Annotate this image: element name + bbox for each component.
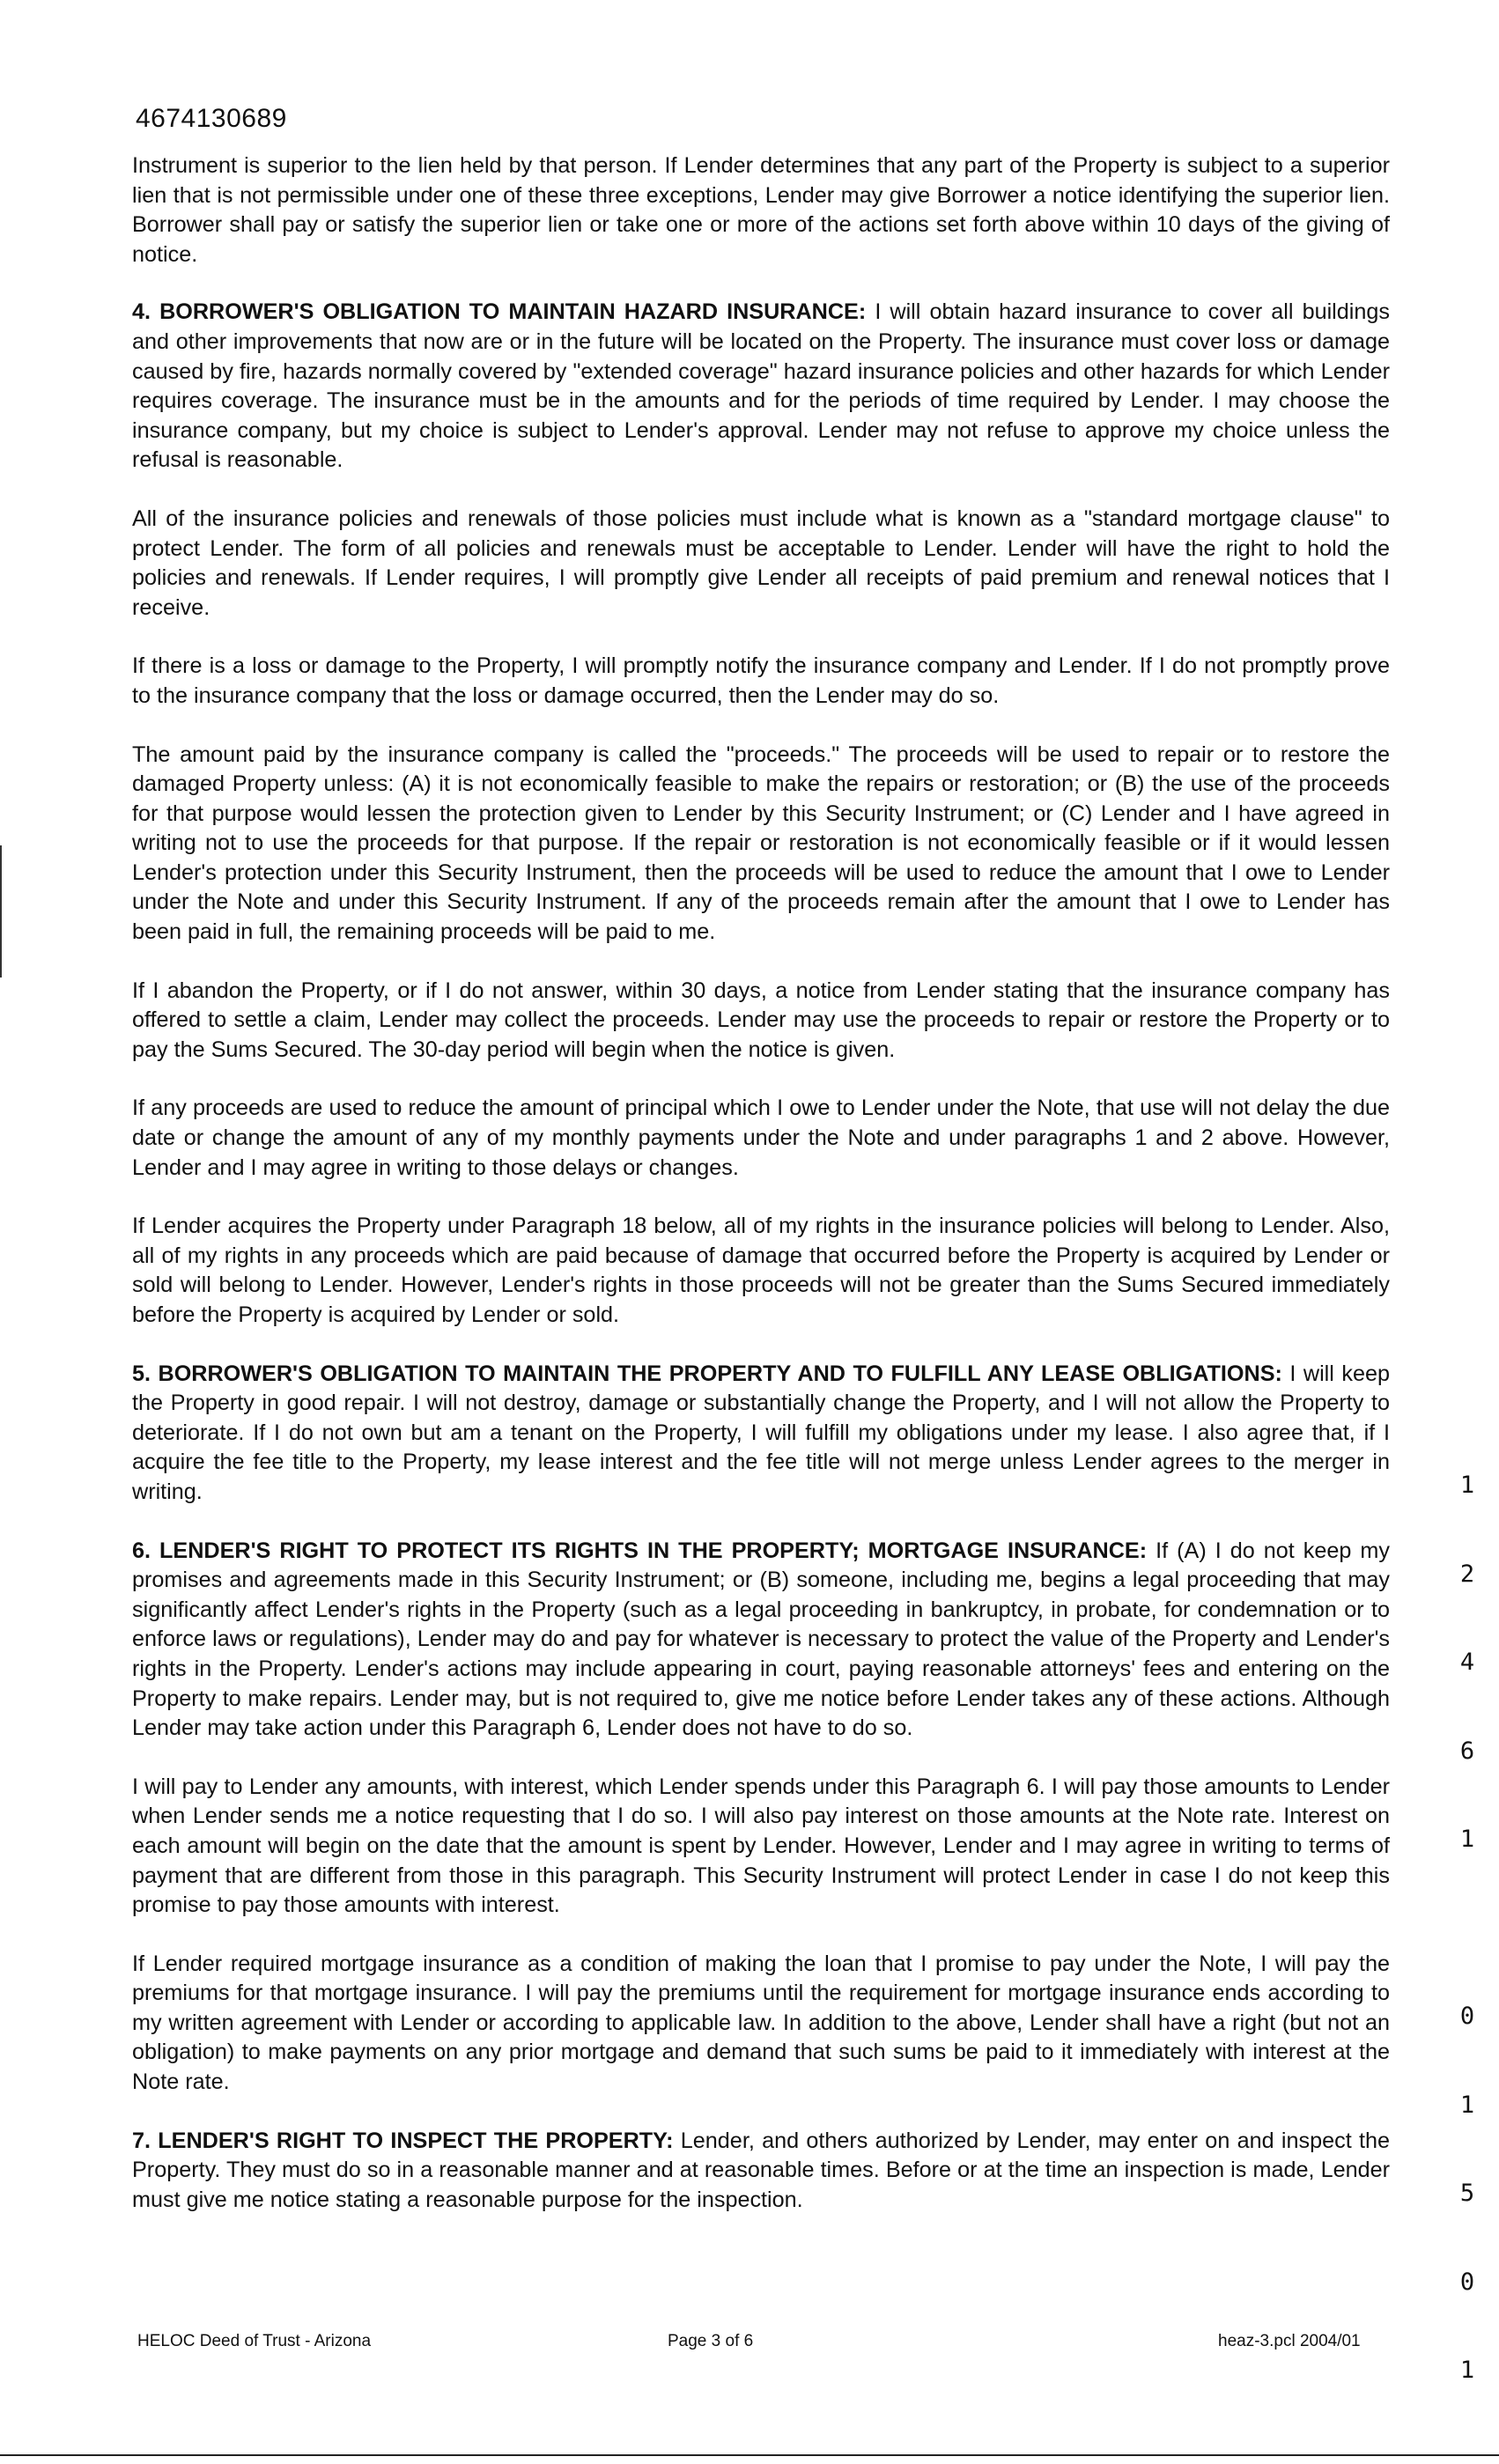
bottom-rule bbox=[0, 2454, 1499, 2456]
paragraph-text: If Lender required mortgage insurance as a condition of making the loan that I promise to pay under the Note, I will pay the premiums for that mortgage insurance. I will pay the premiums until the requirement for mortgage insurance ends according to my written agreement with Lender or according to applicable law. In addition to the above, Lender shall have a right (but not an obligation) to make payments on any prior mortgage and demand that such sums be paid to it immediately with interest at the Note rate. bbox=[132, 1951, 1390, 2095]
stamp-digit: 1 bbox=[1459, 2091, 1475, 2119]
paragraph-text: If (A) I do not keep my promises and agreements made in this Security Instrument; or (B) someone, including me, begins a legal proceeding that may significantly affect Lender's rights in the Property (such as a legal proceeding in bankruptcy, in probate, for condemnation or to enforce laws or regulations), Lender may do and pay for whatever is necessary to protect the value of the Property and Lender's rights in the Property. Lender's actions may include appearing in court, paying reasonable attorneys' fees and entering on the Property to make repairs. Lender may, but is not required to, give me notice before Lender takes any of these actions. Although Lender may take action under this Paragraph 6, Lender does not have to do so. bbox=[132, 1538, 1390, 1741]
paragraph-text: I will pay to Lender any amounts, with interest, which Lender spends under this Paragraph 6. I will pay those amounts to Lender when Lender sends me a notice requesting that I do so. I will also pay interest on those amounts at the Note rate. Interest on each amount will begin on the date that the amount is spent by Lender. However, Lender and I may agree in writing to terms of payment that are different from those in this paragraph. This Security Instrument will protect Lender in case I do not keep this promise to pay those amounts with interest. bbox=[132, 1774, 1390, 1918]
stamp-digit: 5 bbox=[1459, 2180, 1475, 2207]
paragraph-text: If there is a loss or damage to the Property, I will promptly notify the insurance company and Lender. If I do not promptly prove to the insurance company that the loss or damage occurred, then the Lender may do so. bbox=[132, 653, 1390, 708]
paragraph-text: The amount paid by the insurance company is called the "proceeds." The proceeds will be used to repair or to restore the damaged Property unless: (A) it is not economically feasible to make the repairs or restoration; or (B) the use of the proceeds for that purpose would lessen the protection given to Lender by this Security Instrument; or (C) Lender and I have agreed in writing not to use the proceeds for that purpose. If the repair or restoration is not economically feasible or if it would lessen Lender's protection under this Security Instrument, then the proceeds will be used to reduce the amount that I owe to Lender under the Note and under this Security Instrument. If any of the proceeds remain after the amount that I owe to Lender has been paid in full, the remaining proceeds will be paid to me. bbox=[132, 741, 1390, 945]
paragraph-text: All of the insurance policies and renewals of those policies must include what is known as a "standard mortgage clause" to protect Lender. The form of all policies and renewals must be acceptable to Lender. Lender will have the right to hold the policies and renewals. If Lender requires, I will promptly give Lender all receipts of paid premium and renewal notices that I receive. bbox=[132, 505, 1390, 620]
scan-edge-mark bbox=[0, 845, 2, 977]
stamp-digit: 0 bbox=[1459, 2268, 1475, 2296]
paragraph-hazard-insurance bbox=[132, 298, 1390, 476]
stamp-digit: 6 bbox=[1459, 1737, 1475, 1765]
paragraph-lender-acquires bbox=[132, 1212, 1390, 1330]
paragraph-loss-notice bbox=[132, 652, 1390, 711]
stamp-digit: 1 bbox=[1459, 2357, 1475, 2384]
footer-page-number: Page 3 of 6 bbox=[668, 2332, 754, 2350]
paragraph-text: Instrument is superior to the lien held by that person. If Lender determines that any part of the Property is subject to a superior lien that is not permissible under one of these three exceptions, Lender may give Borrower a notice identifying the superior lien. Borrower shall pay or satisfy the superior lien or take one or more of the actions set forth above within 10 days of the giving of notice. bbox=[132, 153, 1390, 267]
paragraph-inspect-property bbox=[132, 2127, 1390, 2216]
paragraph-text: If I abandon the Property, or if I do not answer, within 30 days, a notice from Lender stating that the insurance company has offered to settle a claim, Lender may collect the proceeds. Lender may use the proceeds to repair or restore the Property or to pay the Sums Secured. The 30-day period will begin when the notice is given. bbox=[132, 977, 1390, 1062]
paragraph-lien-continuation bbox=[132, 151, 1390, 269]
stamp-digit: 4 bbox=[1459, 1649, 1475, 1676]
paragraph-text: Lender, and others authorized by Lender, may enter on and inspect the Property. They must do so in a reasonable manner and at reasonable times. Before or at the time an inspection is made, Lender must give me notice stating a reasonable purpose for the inspection. bbox=[132, 2128, 1390, 2212]
section-heading: 5. BORROWER'S OBLIGATION TO MAINTAIN THE PROPERTY AND TO FULFILL ANY LEASE OBLIGATIONS: bbox=[132, 1361, 1282, 1386]
section-heading: 7. LENDER'S RIGHT TO INSPECT THE PROPERTY: bbox=[132, 2128, 674, 2153]
stamp-digit: 2 bbox=[1459, 1560, 1475, 1588]
paragraph-text: If Lender acquires the Property under Paragraph 18 below, all of my rights in the insurance policies will belong to Lender. Also, all of my rights in any proceeds which are paid because of damage that occurred before the Property is acquired by Lender or sold will belong to Lender. However, Lender's rights in those proceeds will not be greater than the Sums Secured immediately before the Property is acquired by Lender or sold. bbox=[132, 1214, 1390, 1327]
paragraph-maintain-property bbox=[132, 1360, 1390, 1508]
stamp-digit: 1 bbox=[1459, 1826, 1475, 1853]
paragraph-lender-protect-rights bbox=[132, 1537, 1390, 1744]
paragraph-text: I will obtain hazard insurance to cover all buildings and other improvements that now are or in the future will be located on the Property. The insurance must cover loss or damage caused by fire, hazards normally covered by "extended coverage" hazard insurance policies and other hazards for which Lender requires coverage. The insurance must be in the amounts and for the periods of time required by Lender. I may choose the insurance company, but my choice is subject to Lender's approval. Lender may not refuse to approve my choice unless the refusal is reasonable. bbox=[132, 299, 1390, 473]
paragraph-standard-mortgage-clause bbox=[132, 505, 1390, 623]
stamp-gap bbox=[1455, 1914, 1480, 1944]
section-heading: 6. LENDER'S RIGHT TO PROTECT ITS RIGHTS IN THE PROPERTY; MORTGAGE INSURANCE: bbox=[132, 1538, 1148, 1563]
paragraph-text: If any proceeds are used to reduce the amount of principal which I owe to Lender under the Note, that use will not delay the due date or change the amount of any of my monthly payments under the Note and under paragraphs 1 and 2 above. However, Lender and I may agree in writing to those delays or changes. bbox=[132, 1096, 1390, 1180]
section-heading: 4. BORROWER'S OBLIGATION TO MAINTAIN HAZARD INSURANCE: bbox=[132, 299, 867, 325]
side-stamp-number bbox=[1455, 1412, 1480, 2445]
paragraph-repay-lender bbox=[132, 1773, 1390, 1921]
document-body bbox=[132, 151, 1390, 2244]
paragraph-abandon-property bbox=[132, 977, 1390, 1066]
stamp-digit: 0 bbox=[1459, 2003, 1475, 2030]
paragraph-principal-reduction bbox=[132, 1094, 1390, 1183]
stamp-digit: 1 bbox=[1459, 1472, 1475, 1499]
footer-form-name: HELOC Deed of Trust - Arizona bbox=[137, 2332, 372, 2350]
paragraph-proceeds bbox=[132, 741, 1390, 948]
loan-number: 4674130689 bbox=[136, 104, 287, 133]
paragraph-text: I will keep the Property in good repair. I will not destroy, damage or substantially change the Property, and I will not allow the Property to deteriorate. If I do not own but am a tenant on the Property, I will fulfill my obligations under my lease. I also agree that, if I acquire the fee title to the Property, my lease interest and the fee title will not merge unless Lender agrees to the merger in writing. bbox=[132, 1361, 1391, 1504]
footer-form-code: heaz-3.pcl 2004/01 bbox=[1218, 2332, 1361, 2350]
paragraph-mortgage-insurance bbox=[132, 1950, 1390, 2098]
